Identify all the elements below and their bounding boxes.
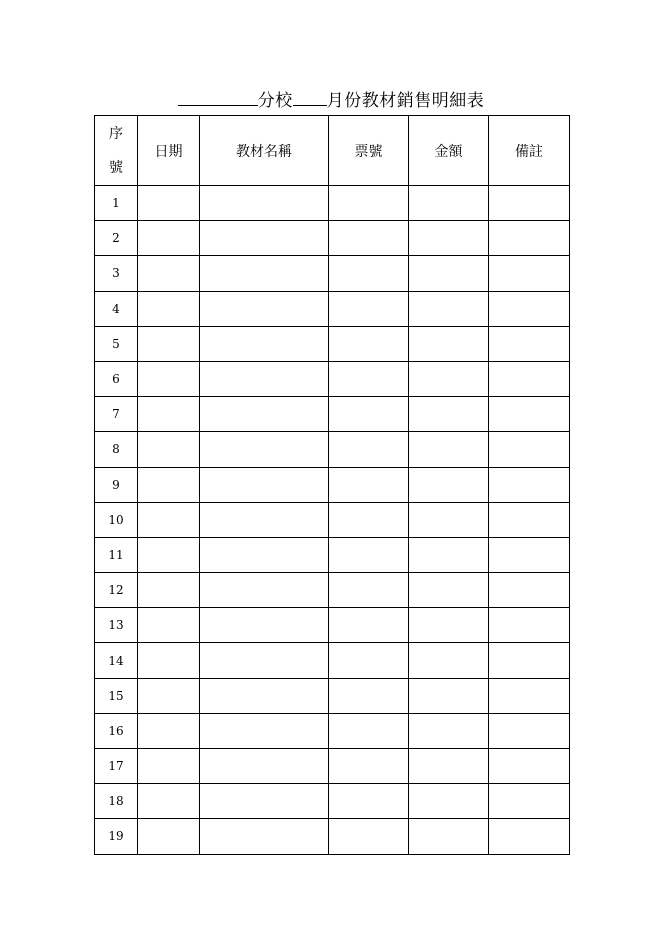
date-cell[interactable]: [138, 573, 200, 608]
ticket-no-cell[interactable]: [329, 432, 409, 467]
row-number: 8: [95, 432, 138, 467]
month-blank[interactable]: [293, 89, 327, 106]
header-date: 日期: [138, 116, 200, 186]
form-title: [0, 89, 662, 112]
date-cell[interactable]: [138, 256, 200, 291]
table-row: [95, 326, 570, 361]
amount-cell[interactable]: [409, 186, 489, 221]
sales-detail-table: [94, 115, 570, 855]
table-row: [95, 713, 570, 748]
material-name-cell[interactable]: [200, 678, 329, 713]
table-row: [95, 608, 570, 643]
amount-cell[interactable]: [409, 608, 489, 643]
material-name-cell[interactable]: [200, 502, 329, 537]
ticket-no-cell[interactable]: [329, 221, 409, 256]
ticket-no-cell[interactable]: [329, 749, 409, 784]
amount-cell[interactable]: [409, 221, 489, 256]
amount-cell[interactable]: [409, 397, 489, 432]
ticket-no-cell[interactable]: [329, 608, 409, 643]
date-cell[interactable]: [138, 678, 200, 713]
amount-cell[interactable]: [409, 256, 489, 291]
material-name-cell[interactable]: [200, 643, 329, 678]
table-body: [95, 186, 570, 855]
remarks-cell[interactable]: [489, 713, 570, 748]
date-cell[interactable]: [138, 608, 200, 643]
row-number: 2: [95, 221, 138, 256]
row-number: 14: [95, 643, 138, 678]
material-name-cell[interactable]: [200, 326, 329, 361]
material-name-cell[interactable]: [200, 291, 329, 326]
ticket-no-cell[interactable]: [329, 502, 409, 537]
header-remarks: 備註: [489, 116, 570, 186]
table-row: [95, 819, 570, 854]
amount-cell[interactable]: [409, 537, 489, 572]
date-cell[interactable]: [138, 361, 200, 396]
amount-cell[interactable]: [409, 784, 489, 819]
amount-cell[interactable]: [409, 713, 489, 748]
date-cell[interactable]: [138, 221, 200, 256]
amount-cell[interactable]: [409, 678, 489, 713]
row-number: 17: [95, 749, 138, 784]
material-name-cell[interactable]: [200, 432, 329, 467]
material-name-cell[interactable]: [200, 256, 329, 291]
ticket-no-cell[interactable]: [329, 256, 409, 291]
ticket-no-cell[interactable]: [329, 784, 409, 819]
remarks-cell[interactable]: [489, 397, 570, 432]
date-cell[interactable]: [138, 784, 200, 819]
date-cell[interactable]: [138, 749, 200, 784]
row-number: 10: [95, 502, 138, 537]
amount-cell[interactable]: [409, 361, 489, 396]
date-cell[interactable]: [138, 397, 200, 432]
remarks-cell[interactable]: [489, 608, 570, 643]
row-number: 7: [95, 397, 138, 432]
date-cell[interactable]: [138, 291, 200, 326]
date-cell[interactable]: [138, 326, 200, 361]
remarks-cell[interactable]: [489, 643, 570, 678]
row-number: 3: [95, 256, 138, 291]
table-row: [95, 186, 570, 221]
ticket-no-cell[interactable]: [329, 186, 409, 221]
date-cell[interactable]: [138, 432, 200, 467]
table-row: [95, 432, 570, 467]
remarks-cell[interactable]: [489, 678, 570, 713]
amount-cell[interactable]: [409, 291, 489, 326]
material-name-cell[interactable]: [200, 608, 329, 643]
row-number: 9: [95, 467, 138, 502]
table-row: [95, 749, 570, 784]
date-cell[interactable]: [138, 537, 200, 572]
amount-cell[interactable]: [409, 819, 489, 854]
ticket-no-cell[interactable]: [329, 537, 409, 572]
remarks-cell[interactable]: [489, 573, 570, 608]
header-amount: 金額: [409, 116, 489, 186]
amount-cell[interactable]: [409, 467, 489, 502]
date-cell[interactable]: [138, 713, 200, 748]
amount-cell[interactable]: [409, 573, 489, 608]
ticket-no-cell[interactable]: [329, 678, 409, 713]
amount-cell[interactable]: [409, 502, 489, 537]
table-row: [95, 256, 570, 291]
ticket-no-cell[interactable]: [329, 467, 409, 502]
remarks-cell[interactable]: [489, 432, 570, 467]
material-name-cell[interactable]: [200, 467, 329, 502]
date-cell[interactable]: [138, 186, 200, 221]
remarks-cell[interactable]: [489, 502, 570, 537]
material-name-cell[interactable]: [200, 784, 329, 819]
date-cell[interactable]: [138, 643, 200, 678]
material-name-cell[interactable]: [200, 749, 329, 784]
ticket-no-cell[interactable]: [329, 397, 409, 432]
ticket-no-cell[interactable]: [329, 361, 409, 396]
ticket-no-cell[interactable]: [329, 573, 409, 608]
date-cell[interactable]: [138, 502, 200, 537]
table-row: [95, 397, 570, 432]
amount-cell[interactable]: [409, 749, 489, 784]
material-name-cell[interactable]: [200, 361, 329, 396]
ticket-no-cell[interactable]: [329, 819, 409, 854]
row-number: 5: [95, 326, 138, 361]
remarks-cell[interactable]: [489, 537, 570, 572]
ticket-no-cell[interactable]: [329, 643, 409, 678]
amount-cell[interactable]: [409, 432, 489, 467]
material-name-cell[interactable]: [200, 819, 329, 854]
material-name-cell[interactable]: [200, 186, 329, 221]
table-row: [95, 361, 570, 396]
remarks-cell[interactable]: [489, 256, 570, 291]
material-name-cell[interactable]: [200, 221, 329, 256]
header-row: [95, 116, 570, 186]
table-row: [95, 678, 570, 713]
ticket-no-cell[interactable]: [329, 713, 409, 748]
header-ticket-no: 票號: [329, 116, 409, 186]
row-number: 12: [95, 573, 138, 608]
table-row: [95, 537, 570, 572]
table-row: [95, 502, 570, 537]
row-number: 1: [95, 186, 138, 221]
remarks-cell[interactable]: [489, 819, 570, 854]
table-row: [95, 643, 570, 678]
material-name-cell[interactable]: [200, 397, 329, 432]
row-number: 11: [95, 537, 138, 572]
material-name-cell[interactable]: [200, 713, 329, 748]
table-row: [95, 221, 570, 256]
date-cell[interactable]: [138, 819, 200, 854]
row-number: 16: [95, 713, 138, 748]
header-material-name: 教材名稱: [200, 116, 329, 186]
remarks-cell[interactable]: [489, 291, 570, 326]
school-suffix: 分校: [257, 91, 293, 111]
table-row: [95, 467, 570, 502]
row-number: 13: [95, 608, 138, 643]
date-cell[interactable]: [138, 467, 200, 502]
ticket-no-cell[interactable]: [329, 326, 409, 361]
material-name-cell[interactable]: [200, 537, 329, 572]
amount-cell[interactable]: [409, 643, 489, 678]
remarks-cell[interactable]: [489, 467, 570, 502]
remarks-cell[interactable]: [489, 784, 570, 819]
month-suffix: 月份教材銷售明細表: [326, 91, 485, 111]
row-number: 4: [95, 291, 138, 326]
school-name-blank[interactable]: [178, 89, 258, 106]
remarks-cell[interactable]: [489, 361, 570, 396]
material-name-cell[interactable]: [200, 573, 329, 608]
amount-cell[interactable]: [409, 326, 489, 361]
header-seq: 序 號: [95, 116, 138, 186]
row-number: 15: [95, 678, 138, 713]
table-row: [95, 784, 570, 819]
row-number: 18: [95, 784, 138, 819]
table-row: [95, 291, 570, 326]
row-number: 6: [95, 361, 138, 396]
ticket-no-cell[interactable]: [329, 291, 409, 326]
remarks-cell[interactable]: [489, 186, 570, 221]
remarks-cell[interactable]: [489, 749, 570, 784]
table-row: [95, 573, 570, 608]
row-number: 19: [95, 819, 138, 854]
remarks-cell[interactable]: [489, 326, 570, 361]
remarks-cell[interactable]: [489, 221, 570, 256]
